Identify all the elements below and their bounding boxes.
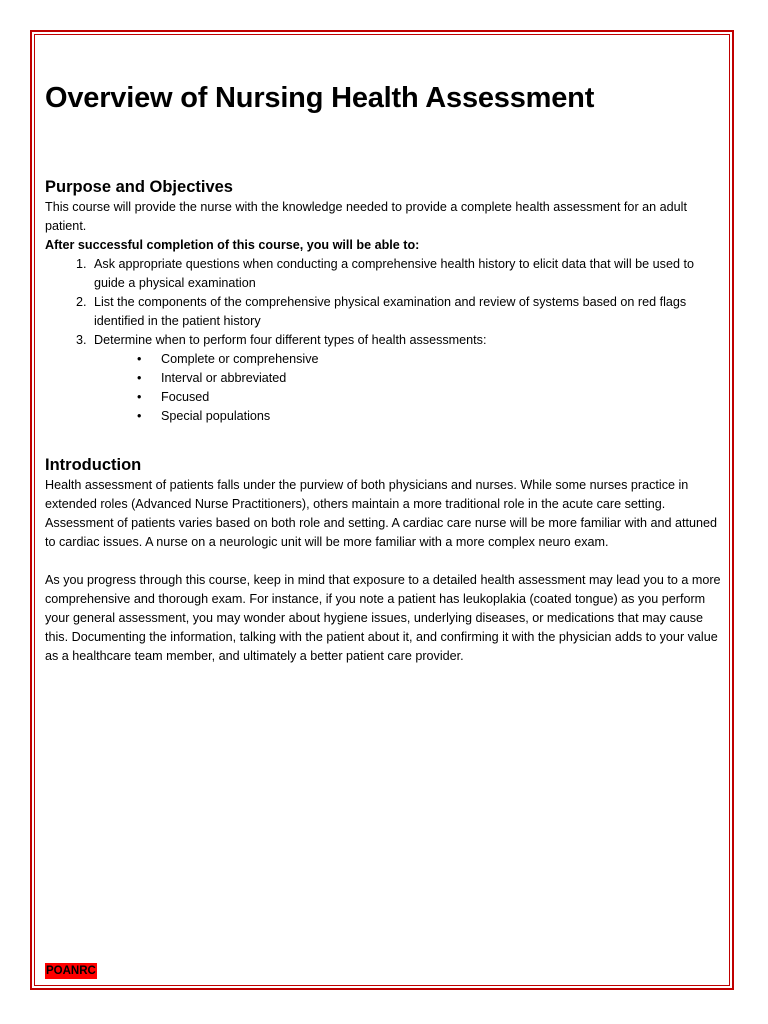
introduction-paragraph: Health assessment of patients falls under the purview of both physicians and nurses. While some nurses practice in extended roles (Advanced Nurse Practitioners), others maintain a more traditional role in the acute care setting. Assessment of patients varies based on both role and setting. A cardiac care nurse will be more familiar with and attuned to cardiac issues. A nurse on a neurologic unit will be more familiar with a more complex neuro exam. — [45, 478, 718, 549]
completion-lead: After successful completion of this course, you will be able to: — [45, 238, 420, 252]
paragraph-gap — [45, 552, 725, 571]
purpose-heading: Purpose and Objectives — [45, 178, 233, 196]
assessment-type-label: Special populations — [161, 409, 271, 423]
document-title: Overview of Nursing Health Assessment — [45, 82, 595, 114]
assessment-type-item — [137, 350, 725, 369]
bullet-icon: • — [137, 352, 142, 366]
objective-item — [90, 331, 725, 426]
assessment-type-label: Complete or comprehensive — [161, 352, 319, 366]
objective-item: 2. List the components of the comprehensive physical examination and review of systems based on red flags identified in the patient history — [90, 293, 725, 331]
assessment-type-item — [137, 407, 725, 426]
assessment-type-label: Focused — [161, 390, 210, 404]
bullet-icon: • — [137, 409, 142, 423]
footer-tag: POANRC — [46, 965, 96, 977]
assessment-type-label: Interval or abbreviated — [161, 371, 287, 385]
assessment-type-item — [137, 388, 725, 407]
bullet-icon: • — [137, 390, 142, 404]
objectives-list — [45, 255, 725, 426]
bullet-icon: • — [137, 371, 142, 385]
objective-item-text: Determine when to perform four different types of health assessments: — [94, 333, 487, 347]
objective-item: 1. Ask appropriate questions when conducting a comprehensive health history to elicit data that will be used to guide a physical examination — [90, 255, 725, 293]
introduction-heading: Introduction — [45, 456, 142, 474]
document-body — [45, 78, 725, 666]
introduction-paragraph: As you progress through this course, keep in mind that exposure to a detailed health assessment may lead you to a more comprehensive and thorough exam. For instance, if you note a patient has leukoplakia (coated tongue) as you perform your general assessment, you may wonder about hygiene issues, underlying diseases, or medications that may cause this. Documenting the information, talking with the patient about it, and confirming it with the physician adds to your value as a healthcare team member, and ultimately a better patient care provider. — [45, 573, 721, 663]
assessment-types-list — [45, 350, 725, 426]
assessment-type-item — [137, 369, 725, 388]
purpose-intro: This course will provide the nurse with the knowledge needed to provide a complete health assessment for an adult patient. — [45, 200, 687, 233]
